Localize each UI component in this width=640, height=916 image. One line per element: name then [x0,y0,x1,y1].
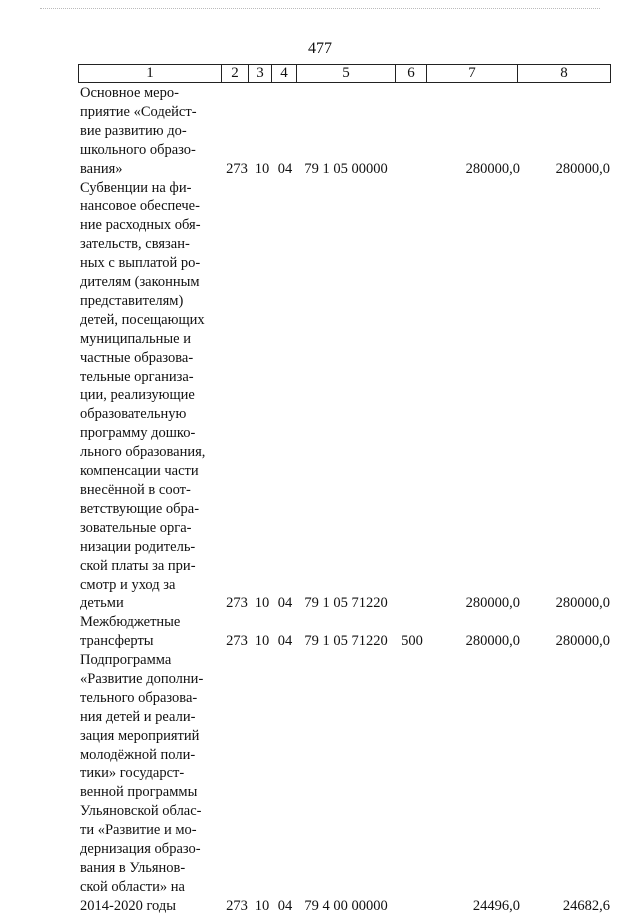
column-header-2: 2 [222,65,249,83]
subsection-code: 04 [277,897,293,914]
section-code: 10 [254,633,270,650]
expense-type: 500 [401,633,423,650]
target-article: 79 1 05 71220 [304,595,388,612]
column-header-1: 1 [79,65,222,83]
ministry-code: 273 [226,633,248,650]
amount-year-2: 280000,0 [555,595,610,612]
row-name: Подпрограмма «Развитие дополни- тельного образова- ния детей и реали- зация мероприятий молодёжной поли- тики» государст- венной программы Ульяновской облас- ти «Развитие и мо- дернизация образо- вания в Ульянов- ской области» на 2014-2020 годы [80,652,204,914]
target-article: 79 1 05 00000 [304,160,388,177]
amount-year-1: 280000,0 [465,595,520,612]
amount-year-1: 24496,0 [472,897,520,914]
scan-edge-marks [40,8,600,13]
amount-year-2: 280000,0 [555,160,610,177]
column-header-3: 3 [249,65,272,83]
subsection-code: 04 [277,595,293,612]
row-name: Межбюджетные трансферты [80,614,181,650]
ministry-code: 273 [226,897,248,914]
section-code: 10 [254,595,270,612]
page-number: 477 [308,40,332,57]
target-article: 79 1 05 71220 [304,633,388,650]
amount-year-1: 280000,0 [465,160,520,177]
column-header-6: 6 [396,65,427,83]
section-code: 10 [254,160,270,177]
column-header-5: 5 [297,65,396,83]
section-code: 10 [254,897,270,914]
amount-year-1: 280000,0 [465,633,520,650]
subsection-code: 04 [277,633,293,650]
ministry-code: 273 [226,160,248,177]
amount-year-2: 24682,6 [562,897,610,914]
ministry-code: 273 [226,595,248,612]
column-header-8: 8 [518,65,611,83]
column-header-4: 4 [272,65,297,83]
row-name: Субвенции на фи- нансовое обеспече- ние расходных обя- зательств, связан- ных с выплатой ро- дителям (законным представителям) детей, посещающих муниципальные и частные образова- тельные организа- ции, реализующие образовательную программу дошко- льного образования, компенсации части внесённой в соот- ветствующие обра- зовательные орга- низации родитель- ской платы за при- смотр и уход за детьми [80,179,206,612]
target-article: 79 4 00 00000 [304,897,388,914]
subsection-code: 04 [277,160,293,177]
column-header-row [78,64,611,83]
row-name: Основное меро- приятие «Содейст- вие развитию до- школьного образо- вания» [80,85,197,177]
column-header-7: 7 [427,65,518,83]
amount-year-2: 280000,0 [555,633,610,650]
